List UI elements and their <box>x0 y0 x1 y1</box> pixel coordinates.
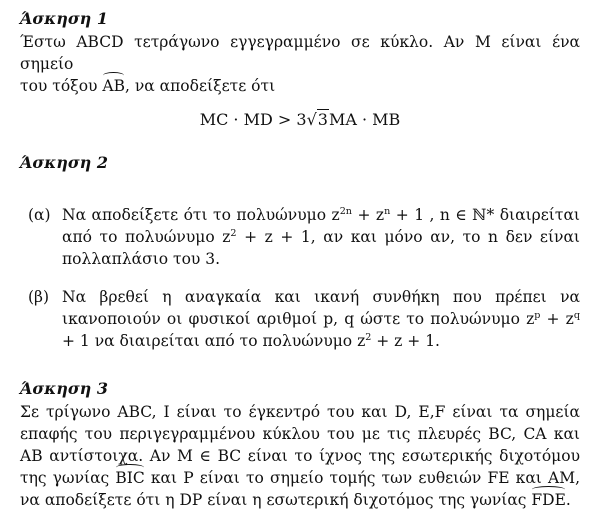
part-a-t4: + z + 1, αν και μόνο αν, το n δεν είναι πολλαπλάσιο του 3. <box>62 228 581 268</box>
exercise-2-part-a <box>28 204 580 270</box>
exercise-1 <box>20 8 580 131</box>
part-a-sup3: 2 <box>230 228 237 240</box>
exercise-3-t2: και P είναι το σημείο τομής των ευθειών FE και AM, να αποδείξετε ότι η DP είναι η εσωτερική διχοτόμος της γωνίας <box>20 468 580 509</box>
part-b-sup3: 2 <box>365 332 372 344</box>
exercise-2-part-b <box>28 286 580 352</box>
exercise-3-t1: Σε τρίγωνο ABC, I είναι το έγκεντρό του και D, E,F είναι τα σημεία επαφής του περιγεγραμμένου κύκλου του με τις πλευρές BC, CA και AB αντίστοιχα. Αν M ∈ BC είναι το ίχνος της εσωτερικής διχοτόμου της γωνίας <box>20 402 580 487</box>
exercise-2-title: Άσκηση 2 <box>20 153 108 172</box>
exercise-1-line2-post: , να αποδείξετε ότι <box>124 76 276 95</box>
exercise-1-line1: Έστω ABCD τετράγωνο εγγεγραμμένο σε κύκλο. Αν M είναι ένα σημείο <box>20 32 580 73</box>
part-b-t1: Να βρεθεί η αναγκαία και ικανή συνθήκη που πρέπει να ικανοποιούν οι φυσικοί αριθμοί p, q ώστε το πολυώνυμο z <box>62 288 580 328</box>
exercise-3-title: Άσκηση 3 <box>20 379 108 398</box>
part-a-sup1: 2n <box>339 206 352 218</box>
sqrt-radicand: 3 <box>317 109 328 129</box>
exercise-2 <box>20 152 580 175</box>
angle-bic: BIC <box>115 468 145 487</box>
part-a-text <box>62 204 580 270</box>
exercise-1-title: Άσκηση 1 <box>20 9 108 28</box>
part-b-sup2: q <box>573 310 580 322</box>
sqrt-symbol: √3 <box>306 109 328 129</box>
angle-fde: FDE <box>531 490 566 509</box>
part-a-label: (α) <box>28 206 51 224</box>
part-a-sup2: n <box>384 206 391 218</box>
part-a-t1: Να αποδείξετε ότι το πολυώνυμο z <box>62 206 340 224</box>
exercise-3-t3: . <box>565 490 571 509</box>
part-a-t2: + z <box>351 206 385 224</box>
formula-left: MC · MD > 3 <box>199 109 307 129</box>
exercise-3-text <box>20 401 580 511</box>
exercise-3 <box>20 378 580 511</box>
part-b-t2: + z <box>540 310 574 328</box>
exercise-1-formula <box>20 109 580 132</box>
exercise-1-line2-pre: του τόξου <box>20 76 103 95</box>
part-b-label: (β) <box>28 288 50 306</box>
arc-ab: AB <box>102 76 125 95</box>
part-b-text <box>62 286 580 352</box>
exercise-1-text <box>20 31 580 97</box>
formula-right: MA · MB <box>328 109 401 129</box>
part-b-sup1: p <box>534 310 541 322</box>
part-b-t3: + 1 να διαιρείται από το πολυώνυμο z <box>62 332 366 350</box>
part-b-t4: + z + 1. <box>371 332 440 350</box>
part-a-t3: + 1 , n ∈ ℕ* διαιρείται από το πολυώνυμο z <box>62 206 580 246</box>
